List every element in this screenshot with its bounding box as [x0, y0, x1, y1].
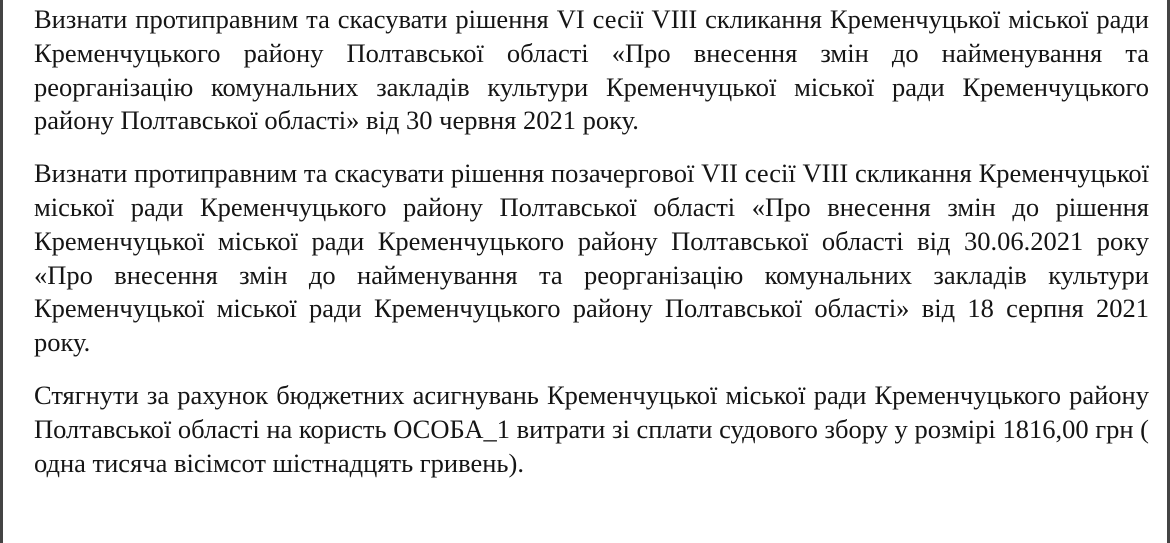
page-border-left: [0, 0, 3, 543]
document-body: [34, 0, 1149, 499]
paragraph-cancel-decision-vii-session: Визнати протиправним та скасувати рішення позачергової VII сесії VIII скликання Кременчуцької міської ради Кременчуцького району Полтавської області «Про внесення змін до рішення Кременчуцької міської ради Кременчуцького району Полтавської області від 30.06.2021 року «Про внесення змін до найменування та реорганізацію комунальних закладів культури Кременчуцької міської ради Кременчуцького району Полтавської області» від 18 серпня 2021 року.: [34, 158, 1149, 358]
paragraph-cancel-decision-vi-session: Визнати протиправним та скасувати рішення VI сесії VIII скликання Кременчуцької міської ради Кременчуцького району Полтавської області «Про внесення змін до найменування та реорганізацію комунальних закладів культури Кременчуцької міської ради Кременчуцького району Полтавської області» від 30 червня 2021 року.: [34, 4, 1149, 136]
paragraph-court-fee-recovery: Стягнути за рахунок бюджетних асигнувань Кременчуцької міської ради Кременчуцького району Полтавської області на користь ОСОБА_1 витрати зі сплати судового збору у розмірі 1816,00 грн ( одна тисяча вісімсот шістнадцять гривень).: [34, 379, 1149, 478]
